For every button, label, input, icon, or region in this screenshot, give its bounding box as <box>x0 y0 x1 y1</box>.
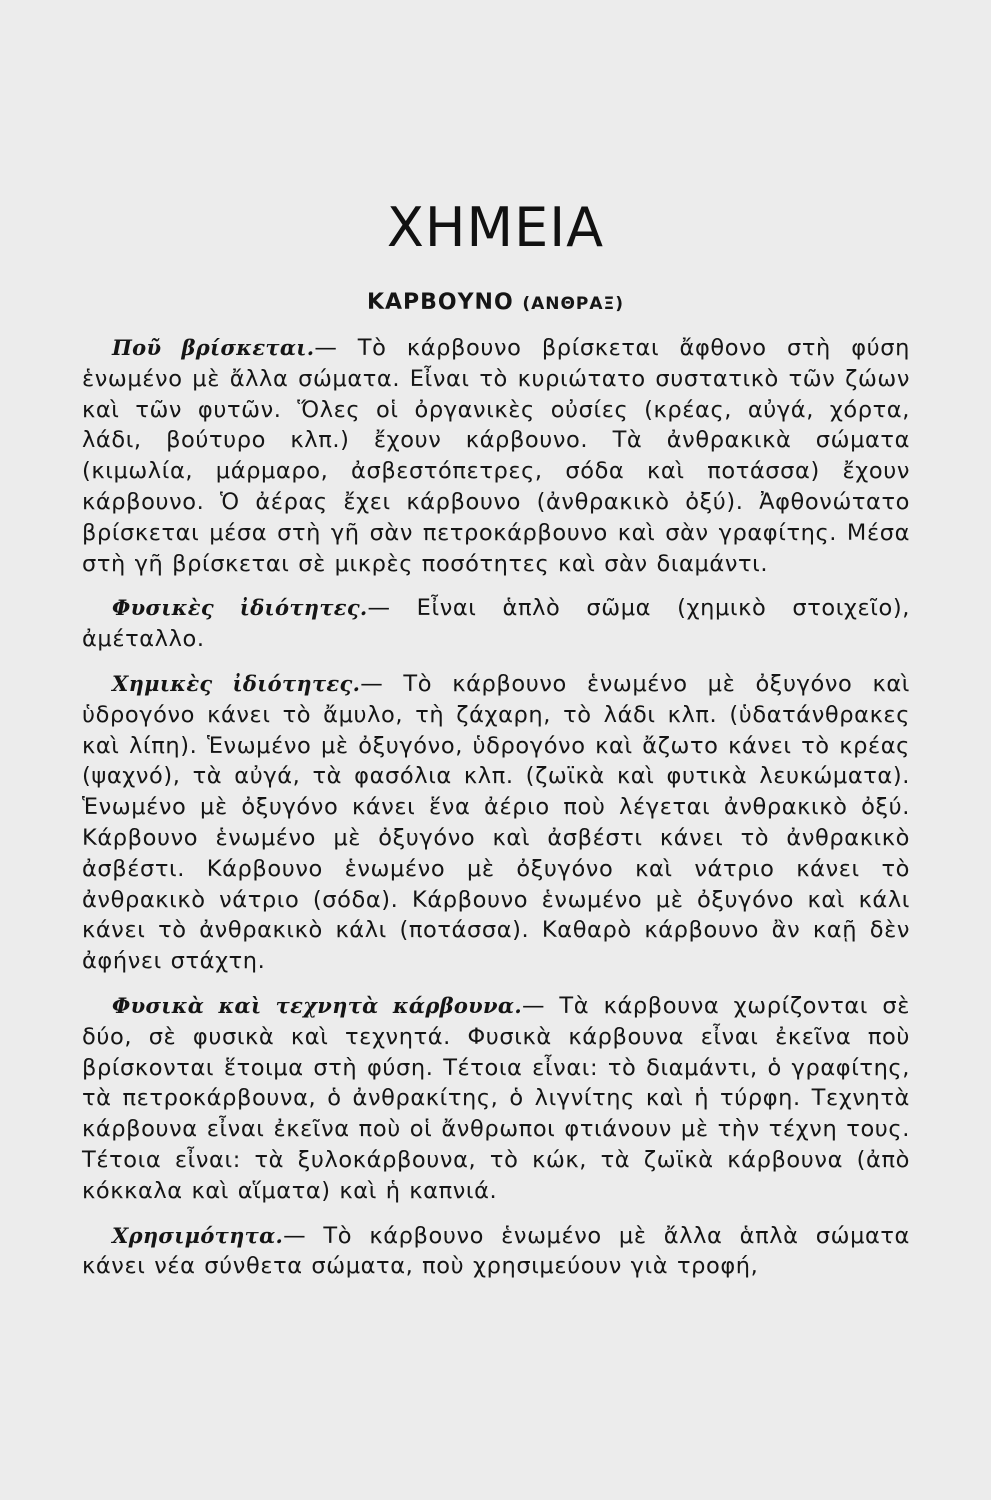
section-subtitle <box>0 290 991 315</box>
paragraph-natural-artificial <box>82 991 910 1207</box>
paragraph-text: — Εἶναι ἁπλὸ σῶμα (χημικὸ στοιχεῖο), ἀμέταλλο. <box>82 595 910 653</box>
paragraph-usefulness <box>82 1221 910 1283</box>
paragraph-text: — Τὸ κάρβουνο βρίσκεται ἄφθονο στὴ φύση ἑνωμένο μὲ ἄλλα σώματα. Εἶναι τὸ κυριώτατο συστατικὸ τῶν ζώων καὶ τῶν φυτῶν. Ὅλες οἱ ὀργανικὲς οὐσίες (κρέας, αὐγά, χόρτα, λάδι, βούτυρο κλπ.) ἔχουν κάρβουνο. Τὰ ἀνθρακικὰ σώματα (κιμωλία, μάρμαρο, ἀσβεστόπετρες, σόδα καὶ ποτάσσα) ἔχουν κάρβουνο. Ὁ ἀέρας ἔχει κάρβουνο (ἀνθρακικὸ ὀξύ). Ἀφθονώτατο βρίσκεται μέσα στὴ γῆ σὰν πετροκάρβουνο καὶ σὰν γραφίτης. Μέσα στὴ γῆ βρίσκεται σὲ μικρὲς ποσότητες καὶ σὰν διαμάντι. <box>82 335 910 577</box>
paragraph-heading: Φυσικὰ καὶ τεχνητὰ κάρβουνα. <box>112 992 522 1018</box>
paragraph-physical-properties <box>82 593 910 655</box>
paragraph-text: — Τὸ κάρβουνο ἑνωμένο μὲ ὀξυγόνο καὶ ὑδρογόνο κάνει τὸ ἄμυλο, τὴ ζάχαρη, τὸ λάδι κλπ. (ὑδατάνθρακες καὶ λίπη). Ἑνωμένο μὲ ὀξυγόνο, ὑδρογόνο καὶ ἄζωτο κάνει τὸ κρέας (ψαχνό), τὰ αὐγά, τὰ φασόλια κλπ. (ζωϊκὰ καὶ φυτικὰ λευκώματα). Ἑνωμένο μὲ ὀξυγόνο κάνει ἕνα ἀέριο ποὺ λέγεται ἀνθρακικὸ ὀξύ. Κάρβουνο ἑνωμένο μὲ ὀξυγόνο καὶ ἀσβέστι κάνει τὸ ἀνθρακικὸ ἀσβέστι. Κάρβουνο ἑνωμένο μὲ ὀξυγόνο καὶ νάτριο κάνει τὸ ἀνθρακικὸ νάτριο (σόδα). Κάρβουνο ἑνωμένο μὲ ὀξυγόνο καὶ κάλι κάνει τὸ ἀνθρακικὸ κάλι (ποτάσσα). Καθαρὸ κάρβουνο ἂν καῇ δὲν ἀφήνει στάχτη. <box>82 670 911 975</box>
page-title: ΧΗΜΕΙΑ <box>386 196 605 259</box>
subtitle-parenthetical: (ΑΝΘΡΑΞ) <box>522 294 625 314</box>
paragraph-heading: Χρησιμότητα. <box>112 1222 284 1248</box>
paragraph-where-found <box>82 333 910 579</box>
page-body <box>82 333 910 1296</box>
paragraph-text: — Τὰ κάρβουνα χωρίζονται σὲ δύο, σὲ φυσικὰ καὶ τεχνητά. Φυσικὰ κάρβουνα εἶναι ἐκεῖνα ποὺ βρίσκονται ἕτοιμα στὴ φύση. Τέτοια εἶναι: τὸ διαμάντι, ὁ γραφίτης, τὰ πετροκάρβουνα, ὁ ἀνθρακίτης, ὁ λιγνίτης καὶ ἡ τύρφη. Τεχνητὰ κάρβουνα εἶναι ἐκεῖνα ποὺ οἱ ἄνθρωποι φτιάνουν μὲ τὴν τέχνη τους. Τέτοια εἶναι: τὰ ξυλοκάρβουνα, τὸ κώκ, τὰ ζωϊκὰ κάρβουνα (ἀπὸ κόκκαλα καὶ αἵματα) καὶ ἡ καπνιά. <box>82 992 910 1204</box>
subtitle-main: ΚΑΡΒΟΥΝΟ <box>366 290 514 315</box>
paragraph-text: — Τὸ κάρβουνο ἑνωμένο μὲ ἄλλα ἁπλὰ σώματα κάνει νέα σύνθετα σώματα, ποὺ χρησιμεύουν γιὰ τροφή, <box>82 1222 910 1280</box>
paragraph-heading: Ποῦ βρίσκεται. <box>112 335 315 360</box>
paragraph-heading: Φυσικὲς ἰδιότητες. <box>112 595 368 621</box>
paragraph-chemical-properties <box>82 669 910 977</box>
paragraph-heading: Χημικὲς ἰδιότητες. <box>112 670 361 696</box>
